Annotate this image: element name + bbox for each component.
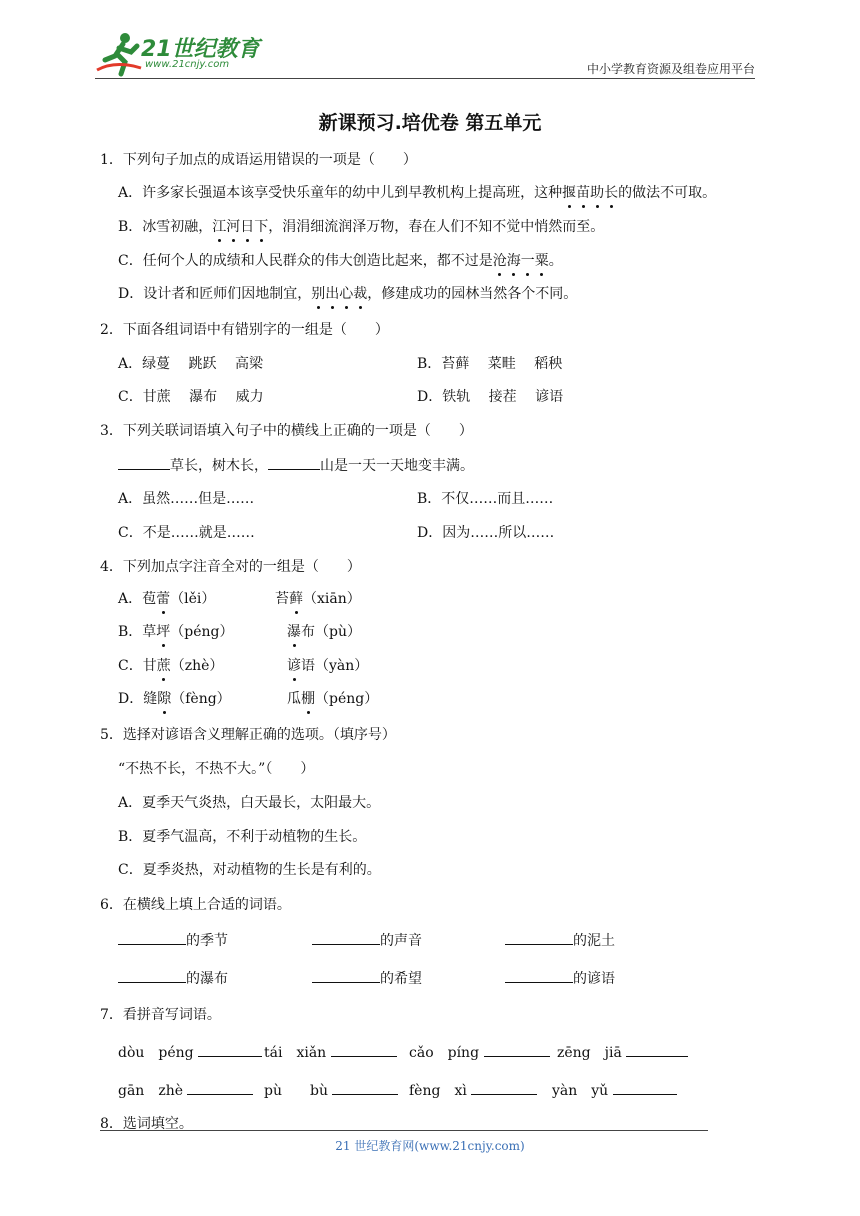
page-title: 新课预习.培优卷 第五单元	[318, 112, 542, 134]
q6-item	[312, 930, 422, 951]
q4-option-c[interactable]	[118, 656, 223, 676]
q1-a-idiom-char: 苗	[576, 185, 591, 201]
q1-a-idiom-char: 助	[590, 185, 605, 201]
q7-pinyin-item	[264, 1042, 397, 1063]
q1-option-a[interactable]	[118, 183, 716, 203]
q1-b-idiom-char: 河	[226, 219, 241, 235]
q4-d-right-char: 瓜	[287, 691, 301, 707]
fill-blank[interactable]	[613, 1080, 677, 1095]
q1-b-idiom-char: 江	[212, 219, 227, 235]
pinyin-label: cǎo píng	[409, 1045, 480, 1061]
q4-d-left: D．缝	[118, 691, 158, 707]
pinyin-label: yàn yǔ	[552, 1083, 609, 1099]
pinyin-label: dòu péng	[118, 1045, 194, 1061]
q1-option-c[interactable]	[118, 251, 563, 271]
fill-blank[interactable]	[331, 1042, 397, 1057]
q5-option-a[interactable]: A．夏季天气炎热，白天最长，太阳最大。	[118, 795, 381, 811]
fill-blank[interactable]	[484, 1042, 550, 1057]
q6-item-label: 的泥土	[573, 933, 615, 949]
q5-quote: “不热不长，不热不大。”（ ）	[118, 761, 315, 777]
pinyin-label: fèng xì	[409, 1083, 467, 1099]
q1-c-pre: C．任何个人的成绩和人民群众的伟大创造比起来，都不过是	[118, 253, 493, 269]
q1-d-idiom-char: 别	[311, 286, 326, 302]
q4-option-d[interactable]	[118, 689, 231, 709]
q5-stem: 5．选择对谚语含义理解正确的选项。（填序号）	[100, 727, 396, 743]
q1-d-idiom-char: 裁	[353, 286, 368, 302]
q2-stem: 2．下面各组词语中有错别字的一组是（ ）	[100, 322, 389, 338]
fill-blank[interactable]	[118, 968, 186, 983]
q4-a-pinyin: （lěi）	[170, 591, 216, 607]
q1-option-d[interactable]	[118, 284, 577, 304]
q4-c-right-pinyin: 语（yàn）	[301, 658, 369, 674]
q2-option-a[interactable]: A．绿蔓 跳跃 高梁	[118, 356, 264, 372]
q3-sentence-part1: 草长，树木长，	[170, 458, 268, 474]
q1-d-idiom-char: 出	[325, 286, 340, 302]
fill-blank[interactable]	[118, 930, 186, 945]
q3-option-a[interactable]: A．虽然……但是……	[118, 491, 255, 507]
q8-stem: 8．选词填空。	[100, 1116, 193, 1132]
fill-blank[interactable]	[187, 1080, 253, 1095]
q1-b-idiom-char: 下	[254, 219, 269, 235]
q4-a-left: A．苞	[118, 591, 157, 607]
platform-label: 中小学教育资源及组卷应用平台	[586, 62, 755, 76]
q7-pinyin-item	[409, 1080, 537, 1101]
q4-b-right-pinyin: 布（pù）	[301, 624, 361, 640]
fill-blank[interactable]	[312, 930, 380, 945]
q1-c-idiom-char: 粟	[534, 253, 549, 269]
page-header	[95, 28, 755, 80]
q6-item	[118, 968, 228, 989]
q7-pinyin-item	[264, 1080, 398, 1101]
q4-option-d-right	[287, 689, 378, 709]
q1-d-pre: D．设计者和匠师们因地制宜，	[118, 286, 312, 302]
q2-option-d[interactable]: D．铁轨 接茬 谚语	[417, 389, 564, 405]
q1-a-post: 的做法不可取。	[618, 185, 717, 201]
q6-item	[505, 930, 615, 951]
q1-stem: 1．下列句子加点的成语运用错误的一项是（ ）	[100, 152, 417, 168]
q6-item-label: 的瀑布	[186, 971, 228, 987]
q5-option-b[interactable]: B．夏季气温高，不利于动植物的生长。	[118, 829, 367, 845]
q1-d-post: ，修建成功的园林当然各个不同。	[367, 286, 578, 302]
q4-a-right-pinyin: （xiān）	[303, 591, 361, 607]
q6-item	[312, 968, 422, 989]
q2-option-c[interactable]: C．甘蔗 瀑布 威力	[118, 389, 264, 405]
q7-pinyin-item	[118, 1080, 253, 1101]
q1-option-b[interactable]	[118, 217, 604, 237]
q1-c-idiom-char: 一	[520, 253, 535, 269]
fill-blank[interactable]	[505, 930, 573, 945]
q6-item-label: 的季节	[186, 933, 228, 949]
q7-pinyin-item	[118, 1042, 262, 1063]
q4-b-pinyin: （péng）	[170, 624, 234, 640]
pinyin-label: pù bù	[264, 1083, 328, 1099]
q1-d-idiom-char: 心	[339, 286, 354, 302]
fill-blank[interactable]	[332, 1080, 398, 1095]
fill-blank[interactable]	[118, 455, 170, 470]
q1-c-idiom-char: 沧	[492, 253, 507, 269]
q1-a-idiom-char: 揠	[562, 185, 577, 201]
pinyin-label: zēng jiā	[557, 1045, 622, 1061]
fill-blank[interactable]	[471, 1080, 537, 1095]
q1-b-post: ，涓涓细流润泽万物，春在人们不知不觉中悄然而至。	[268, 219, 605, 235]
q4-a-right-char: 苔	[275, 591, 289, 607]
footer-divider	[100, 1130, 708, 1131]
pinyin-label: gān zhè	[118, 1083, 184, 1099]
q4-option-b[interactable]	[118, 622, 234, 642]
q6-item-label: 的谚语	[573, 971, 615, 987]
q1-c-idiom-char: 海	[506, 253, 521, 269]
q4-option-a[interactable]	[118, 589, 215, 609]
fill-blank[interactable]	[312, 968, 380, 983]
pinyin-label: tái xiǎn	[264, 1045, 327, 1061]
q7-pinyin-item	[557, 1042, 688, 1063]
q4-b-left: B．草	[118, 624, 157, 640]
fill-blank[interactable]	[626, 1042, 688, 1057]
q6-item-label: 的声音	[380, 933, 422, 949]
q4-dotted-char: 藓	[289, 591, 303, 607]
logo-text: 21世纪教育	[141, 37, 260, 62]
q3-option-b[interactable]: B．不仅……而且……	[417, 491, 554, 507]
q4-d-pinyin: （fèng）	[171, 691, 231, 707]
q1-b-idiom-char: 日	[240, 219, 255, 235]
q2-option-b[interactable]: B．苔藓 菜畦 稻秧	[417, 356, 563, 372]
header-divider	[95, 78, 755, 79]
q4-option-b-right	[287, 622, 361, 642]
logo-url: www.21cnjy.com	[145, 59, 230, 70]
runner-icon	[95, 30, 143, 78]
q4-dotted-char: 坪	[156, 624, 171, 640]
q6-stem: 6．在横线上填上合适的词语。	[100, 897, 291, 913]
q4-dotted-char: 隙	[157, 691, 172, 707]
q3-sentence-part2: 山是一天一天地变丰满。	[320, 458, 474, 474]
fill-blank[interactable]	[198, 1042, 262, 1057]
q4-c-left: C．甘	[118, 658, 157, 674]
q1-a-idiom-char: 长	[604, 185, 619, 201]
q4-dotted-char: 瀑	[287, 624, 301, 640]
q7-stem: 7．看拼音写词语。	[100, 1007, 221, 1023]
fill-blank[interactable]	[268, 455, 320, 470]
q4-d-right-pinyin: （péng）	[315, 691, 379, 707]
q6-item-label: 的希望	[380, 971, 422, 987]
q4-c-pinyin: （zhè）	[170, 658, 224, 674]
q7-pinyin-item	[409, 1042, 550, 1063]
fill-blank[interactable]	[505, 968, 573, 983]
q6-item	[505, 968, 615, 989]
q3-option-c[interactable]: C．不是……就是……	[118, 525, 255, 541]
q4-dotted-char: 谚	[287, 658, 301, 674]
q1-a-pre: A．许多家长强逼本该享受快乐童年的幼中儿到早教机构上提高班，这种	[118, 185, 563, 201]
q4-option-c-right	[287, 656, 368, 676]
q4-dotted-char: 蕾	[156, 591, 171, 607]
q4-stem: 4．下列加点字注音全对的一组是（ ）	[100, 559, 361, 575]
q4-option-a-right	[275, 589, 361, 609]
q3-option-d[interactable]: D．因为……所以……	[417, 525, 555, 541]
q7-pinyin-item	[552, 1080, 677, 1101]
q4-dotted-char: 蔗	[156, 658, 171, 674]
page-footer[interactable]: 21 世纪教育网(www.21cnjy.com)	[335, 1139, 525, 1153]
q6-item	[118, 930, 228, 951]
q4-dotted-char: 棚	[301, 691, 315, 707]
q5-option-c[interactable]: C．夏季炎热，对动植物的生长是有利的。	[118, 862, 381, 878]
site-logo	[95, 28, 265, 78]
q1-c-post: 。	[548, 253, 563, 269]
q1-b-pre: B．冰雪初融，	[118, 219, 213, 235]
q3-stem: 3．下列关联词语填入句子中的横线上正确的一项是（ ）	[100, 423, 473, 439]
q3-sentence	[118, 455, 474, 476]
